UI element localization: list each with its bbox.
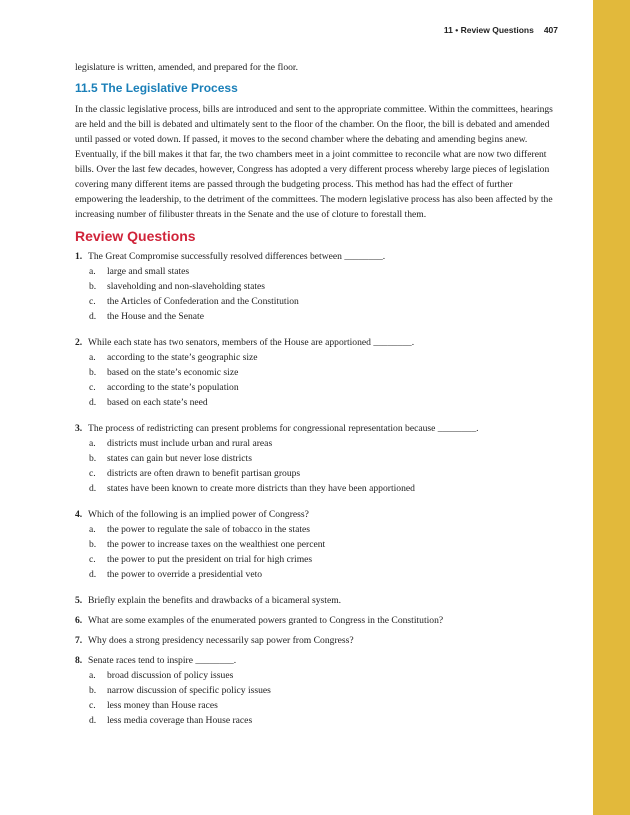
running-head-title: 11 • Review Questions [443, 25, 534, 35]
option-letter: c. [89, 468, 96, 479]
question-text: Senate races tend to inspire ________. [88, 655, 237, 666]
question-item [75, 593, 553, 608]
option-list [75, 436, 553, 496]
option-text: according to the state’s geographic size [107, 352, 258, 363]
answer-option [75, 522, 553, 537]
question-text: What are some examples of the enumerated powers granted to Congress in the Constitution? [88, 615, 444, 626]
option-text: narrow discussion of specific policy issues [107, 685, 271, 696]
question-item [75, 613, 553, 628]
option-text: the power to put the president on trial for high crimes [107, 554, 313, 565]
question-item [75, 335, 553, 410]
question-item [75, 249, 553, 324]
option-text: based on each state’s need [107, 397, 208, 408]
section-title: 11.5 The Legislative Process [75, 81, 238, 95]
question-number: 3. [75, 423, 83, 434]
option-letter: a. [89, 524, 96, 535]
answer-option [75, 698, 553, 713]
option-letter: d. [89, 483, 97, 494]
question-stem [75, 335, 553, 350]
answer-option [75, 436, 553, 451]
question-number: 2. [75, 337, 83, 348]
page-content [75, 60, 553, 739]
answer-option [75, 567, 553, 582]
option-letter: a. [89, 438, 96, 449]
option-letter: a. [89, 670, 96, 681]
option-list [75, 522, 553, 582]
option-text: states have been known to create more districts than they have been apportioned [107, 483, 415, 494]
question-text: Which of the following is an implied power of Congress? [88, 509, 309, 520]
question-item [75, 421, 553, 496]
question-number: 7. [75, 635, 83, 646]
option-letter: b. [89, 281, 97, 292]
option-letter: c. [89, 700, 96, 711]
question-stem [75, 633, 553, 648]
question-stem [75, 421, 553, 436]
option-text: according to the state’s population [107, 382, 239, 393]
option-text: the Articles of Confederation and the Constitution [107, 296, 299, 307]
option-text: districts must include urban and rural areas [107, 438, 273, 449]
answer-option [75, 668, 553, 683]
answer-option [75, 552, 553, 567]
answer-option [75, 683, 553, 698]
section-paragraph: In the classic legislative process, bills are introduced and sent to the appropriate committee. Within the committees, hearings are held and the bill is debated and ultimately sent to the floor of the chamber. On the floor, the bill is debated and amended until passed or voted down. If passed, it moves to the second chamber where the debating and amending begins anew. Eventually, if the bill makes it that far, the two chambers meet in a joint committee to reconcile what are now two different bills. Over the last few decades, however, Congress has adopted a very different process whereby large pieces of legislation covering many different items are passed through the budgeting process. This method has had the effect of further empowering the leadership, to the detriment of the committees. The modern legislative process has also been affected by the increasing number of filibuster threats in the Senate and the use of cloture to forestall them. [75, 104, 553, 220]
option-text: less media coverage than House races [107, 715, 253, 726]
question-stem [75, 653, 553, 668]
option-letter: a. [89, 266, 96, 277]
option-letter: d. [89, 715, 97, 726]
answer-option [75, 350, 553, 365]
option-text: districts are often drawn to benefit partisan groups [107, 468, 301, 479]
option-text: the power to increase taxes on the wealthiest one percent [107, 539, 326, 550]
question-stem [75, 593, 553, 608]
question-text: Briefly explain the benefits and drawbacks of a bicameral system. [88, 595, 342, 606]
option-text: large and small states [107, 266, 190, 277]
question-number: 6. [75, 615, 83, 626]
question-number: 5. [75, 595, 83, 606]
answer-option [75, 466, 553, 481]
option-letter: b. [89, 453, 97, 464]
option-text: states can gain but never lose districts [107, 453, 252, 464]
question-text: While each state has two senators, members of the House are apportioned ________. [88, 337, 415, 348]
answer-option [75, 713, 553, 728]
answer-option [75, 537, 553, 552]
answer-option [75, 395, 553, 410]
option-letter: c. [89, 296, 96, 307]
option-text: slaveholding and non-slaveholding states [107, 281, 266, 292]
option-letter: b. [89, 539, 97, 550]
option-text: based on the state’s economic size [107, 367, 239, 378]
option-list [75, 668, 553, 728]
option-text: the power to override a presidential veto [107, 569, 263, 580]
question-item [75, 633, 553, 648]
page-number: 407 [543, 25, 558, 35]
question-list [75, 249, 553, 728]
question-number: 8. [75, 655, 83, 666]
running-head [444, 25, 558, 35]
option-text: broad discussion of policy issues [107, 670, 234, 681]
answer-option [75, 451, 553, 466]
question-stem [75, 613, 553, 628]
option-letter: a. [89, 352, 96, 363]
answer-option [75, 294, 553, 309]
option-letter: c. [89, 554, 96, 565]
option-letter: d. [89, 311, 97, 322]
option-letter: b. [89, 685, 97, 696]
question-text: Why does a strong presidency necessarily sap power from Congress? [88, 635, 354, 646]
option-letter: d. [89, 569, 97, 580]
question-text: The process of redistricting can present problems for congressional representation because ________. [88, 423, 479, 434]
answer-option [75, 365, 553, 380]
answer-option [75, 264, 553, 279]
option-text: less money than House races [107, 700, 218, 711]
question-text: The Great Compromise successfully resolved differences between ________. [88, 251, 386, 262]
option-text: the power to regulate the sale of tobacco in the states [107, 524, 310, 535]
question-number: 1. [75, 251, 83, 262]
option-letter: b. [89, 367, 97, 378]
answer-option [75, 481, 553, 496]
answer-option [75, 380, 553, 395]
question-stem [75, 507, 553, 522]
question-item [75, 507, 553, 582]
review-questions-title: Review Questions [75, 228, 196, 244]
option-list [75, 264, 553, 324]
chapter-side-bar [593, 0, 630, 815]
question-stem [75, 249, 553, 264]
answer-option [75, 279, 553, 294]
question-number: 4. [75, 509, 83, 520]
question-item [75, 653, 553, 728]
answer-option [75, 309, 553, 324]
option-letter: c. [89, 382, 96, 393]
lead-text: legislature is written, amended, and prepared for the floor. [75, 62, 298, 73]
option-list [75, 350, 553, 410]
option-letter: d. [89, 397, 97, 408]
option-text: the House and the Senate [107, 311, 204, 322]
